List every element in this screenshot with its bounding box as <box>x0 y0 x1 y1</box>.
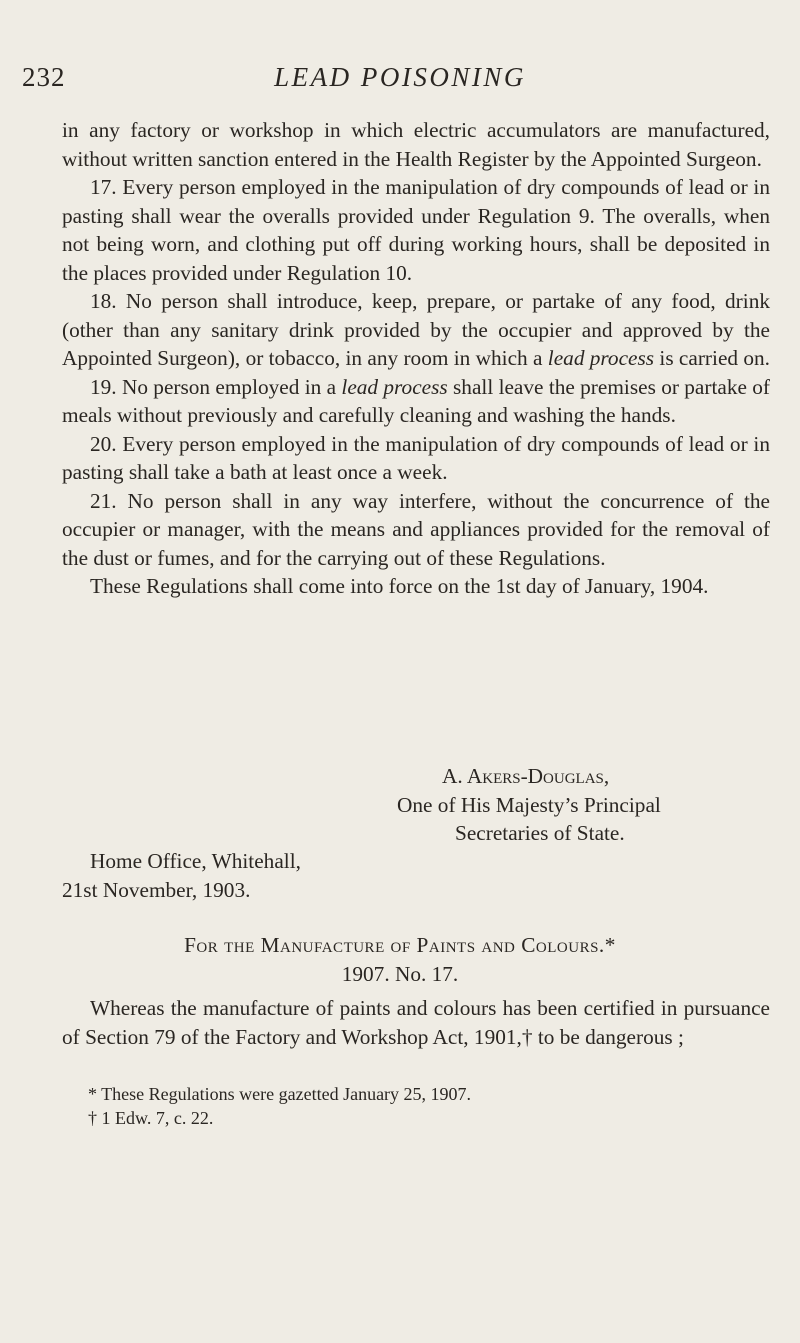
section-heading: For the Manufacture of Paints and Colours.* <box>184 933 616 957</box>
commencement-paragraph: These Regulations shall come into force on the 1st day of January, 1904. <box>90 574 709 598</box>
footnotes <box>88 1082 471 1130</box>
page-number: 232 <box>22 62 66 92</box>
footnote-1: * These Regulations were gazetted January 25, 1907. <box>88 1084 472 1104</box>
section-number: 1907. No. 17. <box>341 962 459 986</box>
preamble-text: Whereas the manufacture of paints and colours has been certified in pursuance of Section 79 of the Factory and Workshop Act, 1901,† to be dangerous ; <box>62 996 770 1049</box>
footnote-2: † 1 Edw. 7, c. 22. <box>88 1108 214 1128</box>
signatory-title-line2: Secretaries of State. <box>455 821 625 845</box>
signatory-title-line1: One of His Majesty’s Principal <box>397 793 661 817</box>
paragraph-19: 19. No person employed in a lead process shall leave the premises or partake of meals without previously and carefully cleaning and washing the hands. <box>62 374 770 427</box>
signature-date: 21st November, 1903. <box>62 878 251 902</box>
paragraph-20: 20. Every person employed in the manipulation of dry compounds of lead or in pasting shall take a bath at least once a week. <box>62 431 770 484</box>
regulations-text <box>62 116 770 601</box>
paragraph-18: 18. No person shall introduce, keep, prepare, or partake of any food, drink (other than any sanitary drink provided by the occupier and approved by the Appointed Surgeon), or tobacco, in any room in which a lead process is carried on. <box>62 289 770 370</box>
paragraph-17: 17. Every person employed in the manipulation of dry compounds of lead or in pasting shall wear the overalls provided under Regulation 9. The overalls, when not being worn, and clothing put off during working hours, shall be deposited in the places provided under Regulation 10. <box>62 175 770 285</box>
running-title: LEAD POISONING <box>274 62 526 92</box>
preamble <box>62 994 770 1051</box>
signature-place: Home Office, Whitehall, <box>90 849 301 873</box>
signatory-name: A. Akers-Douglas, <box>442 764 610 788</box>
page-header <box>0 62 800 102</box>
paragraph-continuation: in any factory or workshop in which electric accumulators are manufactured, without written sanction entered in the Health Register by the Appointed Surgeon. <box>62 118 770 171</box>
paragraph-21: 21. No person shall in any way interfere, without the concurrence of the occupier or manager, with the means and appliances provided for the removal of the dust or fumes, and for the carrying out of these Regulations. <box>62 488 770 570</box>
